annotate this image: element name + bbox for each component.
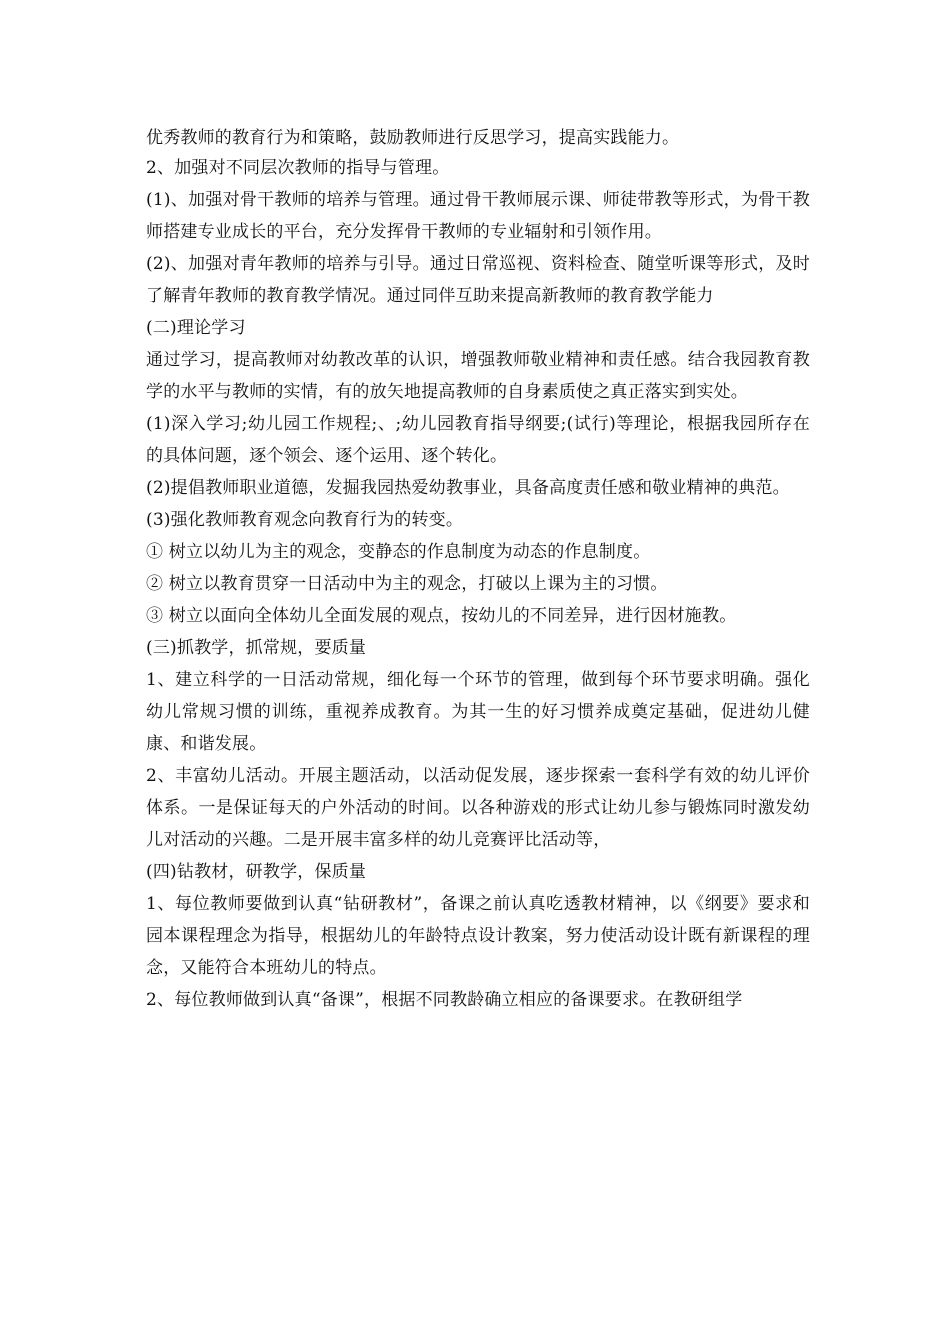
section-heading-textbook-study: (四)钻教材，研教学，保质量 — [146, 862, 367, 882]
paragraph-daily-routine: 1、建立科学的一日活动常规，细化每一个环节的管理，做到每个环节要求明确。强化幼儿常规习惯的训练，重视养成教育。为其一生的好习惯养成奠定基础，促进幼儿健康、和谐发展。 — [146, 670, 810, 754]
list-item-child-centered: ① 树立以幼儿为主的观念，变静态的作息制度为动态的作息制度。 — [146, 542, 651, 562]
paragraph-teacher-reflection: 优秀教师的教育行为和策略，鼓励教师进行反思学习，提高实践能力。 — [146, 128, 680, 148]
paragraph-lesson-prep: 2、每位教师做到认真“备课”，根据不同教龄确立相应的备课要求。在教研组学 — [146, 990, 743, 1010]
document-body — [146, 124, 810, 1016]
list-item-daily-education: ② 树立以教育贯穿一日活动中为主的观念，打破以上课为主的习惯。 — [146, 574, 668, 594]
paragraph-concept-transformation: (3)强化教师教育观念向教育行为的转变。 — [146, 510, 464, 530]
section-heading-theory-study: (二)理论学习 — [146, 318, 246, 338]
paragraph-study-regulations: (1)深入学习;幼儿园工作规程;、;幼儿园教育指导纲要;(试行)等理论，根据我园所存在的具体问题，逐个领会、逐个运用、逐个转化。 — [146, 414, 810, 466]
paragraph-child-activities: 2、丰富幼儿活动。开展主题活动，以活动促发展，逐步探索一套科学有效的幼儿评价体系。一是保证每天的户外活动的时间。以各种游戏的形式让幼儿参与锻炼同时激发幼儿对活动的兴趣。二是开展丰富多样的幼儿竞赛评比活动等， — [146, 766, 810, 850]
paragraph-young-teachers: (2)、加强对青年教师的培养与引导。通过日常巡视、资料检查、随堂听课等形式，及时了解青年教师的教育教学情况。通过同伴互助来提高新教师的教育教学能力 — [146, 254, 810, 306]
paragraph-study-textbook: 1、每位教师要做到认真“钻研教材”，备课之前认真吃透教材精神，以《纲要》要求和园本课程理念为指导，根据幼儿的年龄特点设计教案，努力使活动设计既有新课程的理念，又能符合本班幼儿的特点。 — [146, 894, 810, 978]
list-item-all-children: ③ 树立以面向全体幼儿全面发展的观点，按幼儿的不同差异，进行因材施教。 — [146, 606, 737, 626]
section-heading-teaching-routine: (三)抓教学，抓常规，要质量 — [146, 638, 367, 658]
paragraph-backbone-teachers: (1)、加强对骨干教师的培养与管理。通过骨干教师展示课、师徒带教等形式，为骨干教师搭建专业成长的平台，充分发挥骨干教师的专业辐射和引领作用。 — [146, 190, 810, 242]
paragraph-professional-ethics: (2)提倡教师职业道德，发掘我园热爱幼教事业，具备高度责任感和敬业精神的典范。 — [146, 478, 790, 498]
paragraph-guidance-heading: 2、加强对不同层次教师的指导与管理。 — [146, 158, 450, 178]
paragraph-study-purpose: 通过学习，提高教师对幼教改革的认识，增强教师敬业精神和责任感。结合我园教育教学的水平与教师的实情，有的放矢地提高教师的自身素质使之真正落实到实处。 — [146, 350, 810, 402]
